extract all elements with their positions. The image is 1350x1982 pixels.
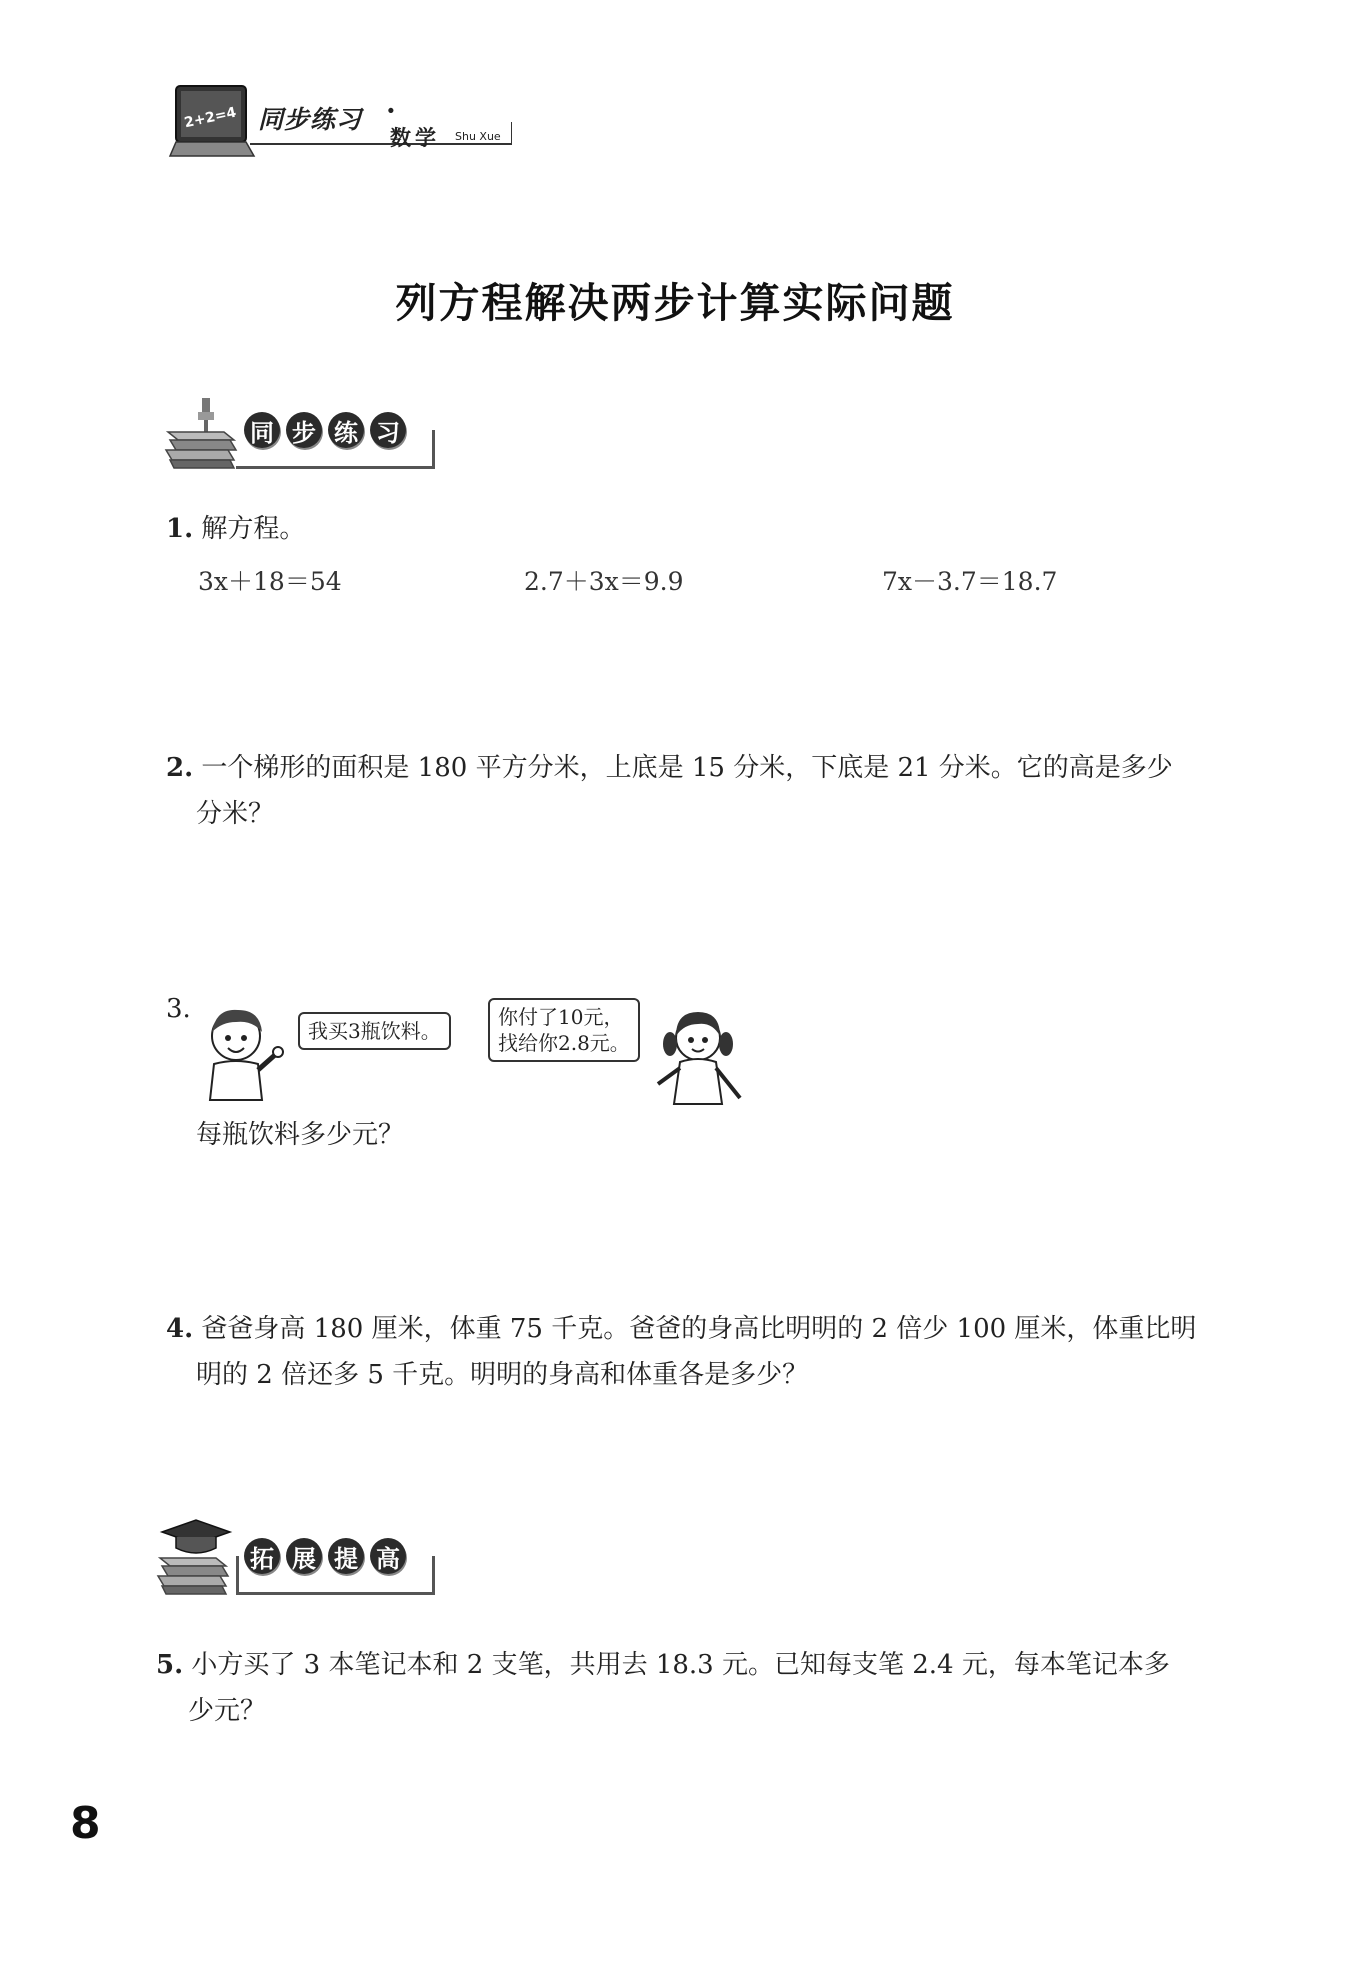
books-cap-icon [156, 1518, 236, 1600]
question-text: 解方程。 [201, 514, 306, 544]
boy-illustration [196, 1004, 286, 1108]
section-char: 同 [244, 412, 280, 448]
question-5 [156, 1642, 1170, 1688]
section-char: 展 [286, 1538, 322, 1574]
question-3-text: 每瓶饮料多少元？ [196, 1120, 405, 1150]
section-header-extension [244, 1538, 406, 1574]
question-3-number: 3. [166, 994, 191, 1024]
girl-speech-line: 找给你2.8元。 [498, 1031, 630, 1055]
question-2 [166, 745, 1173, 791]
question-number: 2. [166, 753, 194, 783]
subject-pinyin: Shu Xue [455, 130, 501, 143]
section-char: 高 [370, 1538, 406, 1574]
section-char: 提 [328, 1538, 364, 1574]
question-line: 小方买了 3 本笔记本和 2 支笔，共用去 18.3 元。已知每支笔 2.4 元，每本笔记本多 [191, 1650, 1170, 1680]
girl-illustration [650, 1004, 750, 1112]
section-header-practice [244, 412, 406, 448]
header-dot: · [386, 94, 396, 127]
books-lamp-icon [164, 392, 244, 474]
question-line: 少元？ [188, 1696, 267, 1726]
equation-2: 2.7＋3x＝9.9 [524, 567, 684, 596]
boy-speech-bubble [298, 1012, 451, 1050]
section-char: 习 [370, 412, 406, 448]
question-line: 一个梯形的面积是 180 平方分米，上底是 15 分米，下底是 21 分米。它的高是多少 [201, 753, 1173, 783]
question-number: 5. [156, 1650, 184, 1680]
question-4 [166, 1306, 1196, 1352]
equation-3: 7x－3.7＝18.7 [882, 567, 1058, 596]
question-line: 分米？ [196, 799, 275, 829]
section-char: 练 [328, 412, 364, 448]
page-title: 列方程解决两步计算实际问题 [395, 279, 955, 327]
equation-1: 3x＋18＝54 [198, 567, 342, 596]
question-1 [166, 506, 305, 552]
girl-speech-bubble [488, 998, 640, 1062]
subject-label: 数学 [390, 126, 440, 150]
section-char: 拓 [244, 1538, 280, 1574]
question-line: 明的 2 倍还多 5 千克。明明的身高和体重各是多少？ [196, 1360, 809, 1390]
boy-speech: 我买3瓶饮料。 [308, 1019, 441, 1043]
board-text: 2+2=4 [182, 104, 238, 132]
question-number: 1. [166, 514, 194, 544]
book-title: 同步练习 [258, 105, 363, 134]
page-number: 8 [70, 1798, 101, 1849]
girl-speech-line: 你付了10元， [498, 1005, 624, 1029]
chalkboard-logo [162, 82, 258, 162]
question-number: 4. [166, 1314, 194, 1344]
section-char: 步 [286, 412, 322, 448]
question-line: 爸爸身高 180 厘米，体重 75 千克。爸爸的身高比明明的 2 倍少 100 厘米，体重比明 [201, 1314, 1197, 1344]
